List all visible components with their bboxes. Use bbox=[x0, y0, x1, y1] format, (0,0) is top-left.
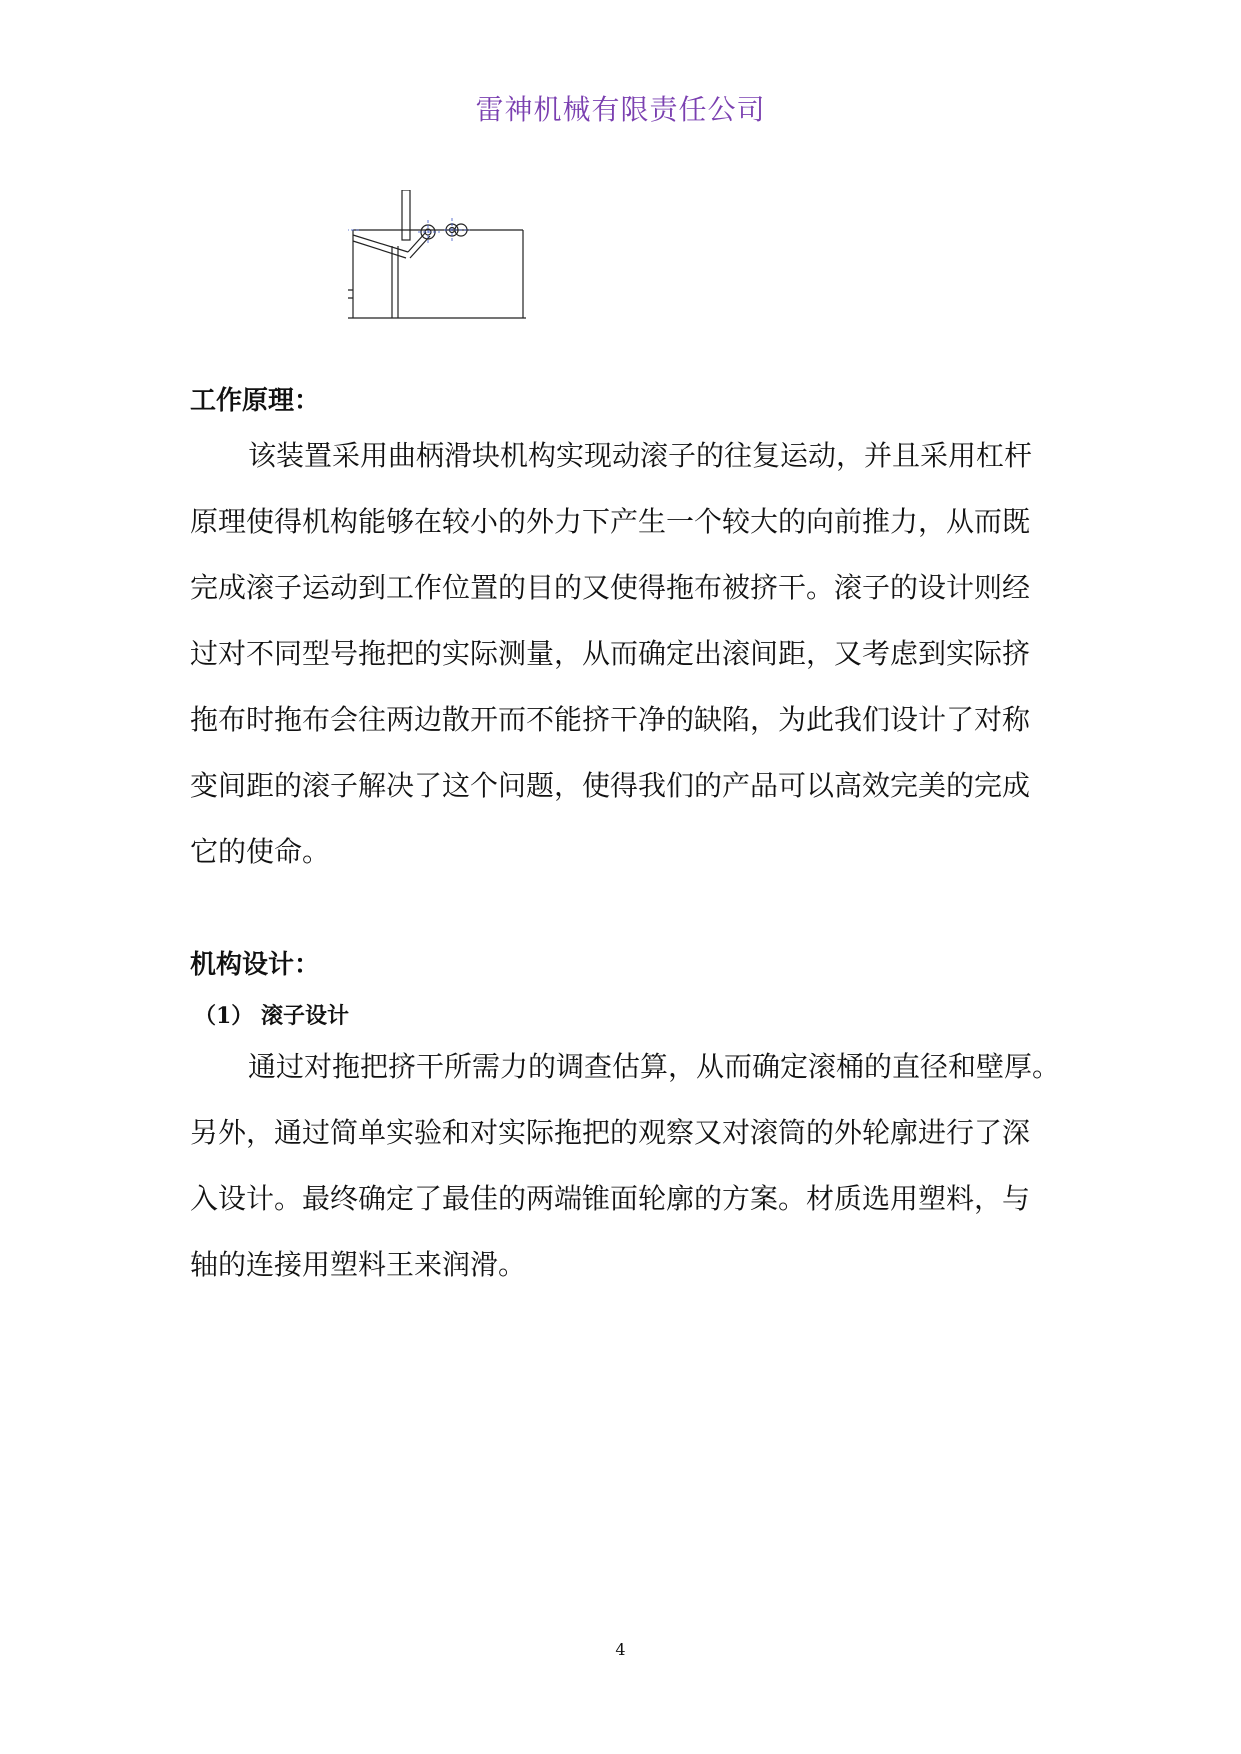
paragraph-line: 原理使得机构能够在较小的外力下产生一个较大的向前推力，从而既 bbox=[190, 505, 1031, 538]
company-header: 雷神机械有限责任公司 bbox=[475, 93, 766, 126]
paragraph-line: 轴的连接用塑料王来润滑。 bbox=[190, 1248, 527, 1281]
mechanism-drawing bbox=[348, 190, 528, 330]
paragraph-line: 完成滚子运动到工作位置的目的又使得拖布被挤干。滚子的设计则经 bbox=[190, 571, 1031, 604]
paragraph-line: 过对不同型号拖把的实际测量，从而确定出滚间距，又考虑到实际挤 bbox=[190, 637, 1031, 670]
subsection-title-roller-design: （1） 滚子设计 bbox=[194, 1003, 349, 1029]
section-title-working-principle: 工作原理： bbox=[190, 386, 321, 416]
section2-paragraph bbox=[190, 1034, 1070, 1298]
paragraph-line: 拖布时拖布会往两边散开而不能挤干净的缺陷，为此我们设计了对称 bbox=[190, 703, 1031, 736]
paragraph-line: 它的使命。 bbox=[190, 835, 331, 868]
paragraph-line: 该装置采用曲柄滑块机构实现动滚子的往复运动，并且采用杠杆 bbox=[248, 439, 1033, 472]
paragraph-line: 另外，通过简单实验和对实际拖把的观察又对滚筒的外轮廓进行了深 bbox=[190, 1116, 1031, 1149]
paragraph-line: 变间距的滚子解决了这个问题，使得我们的产品可以高效完美的完成 bbox=[190, 769, 1031, 802]
section1-paragraph bbox=[190, 423, 1070, 885]
paragraph-line: 入设计。最终确定了最佳的两端锥面轮廓的方案。材质选用塑料，与 bbox=[190, 1182, 1031, 1215]
paragraph-line: 通过对拖把挤干所需力的调查估算，从而确定滚桶的直径和壁厚。 bbox=[248, 1050, 1061, 1083]
page-number: 4 bbox=[615, 1640, 626, 1659]
section-title-mechanism-design: 机构设计： bbox=[190, 950, 321, 980]
